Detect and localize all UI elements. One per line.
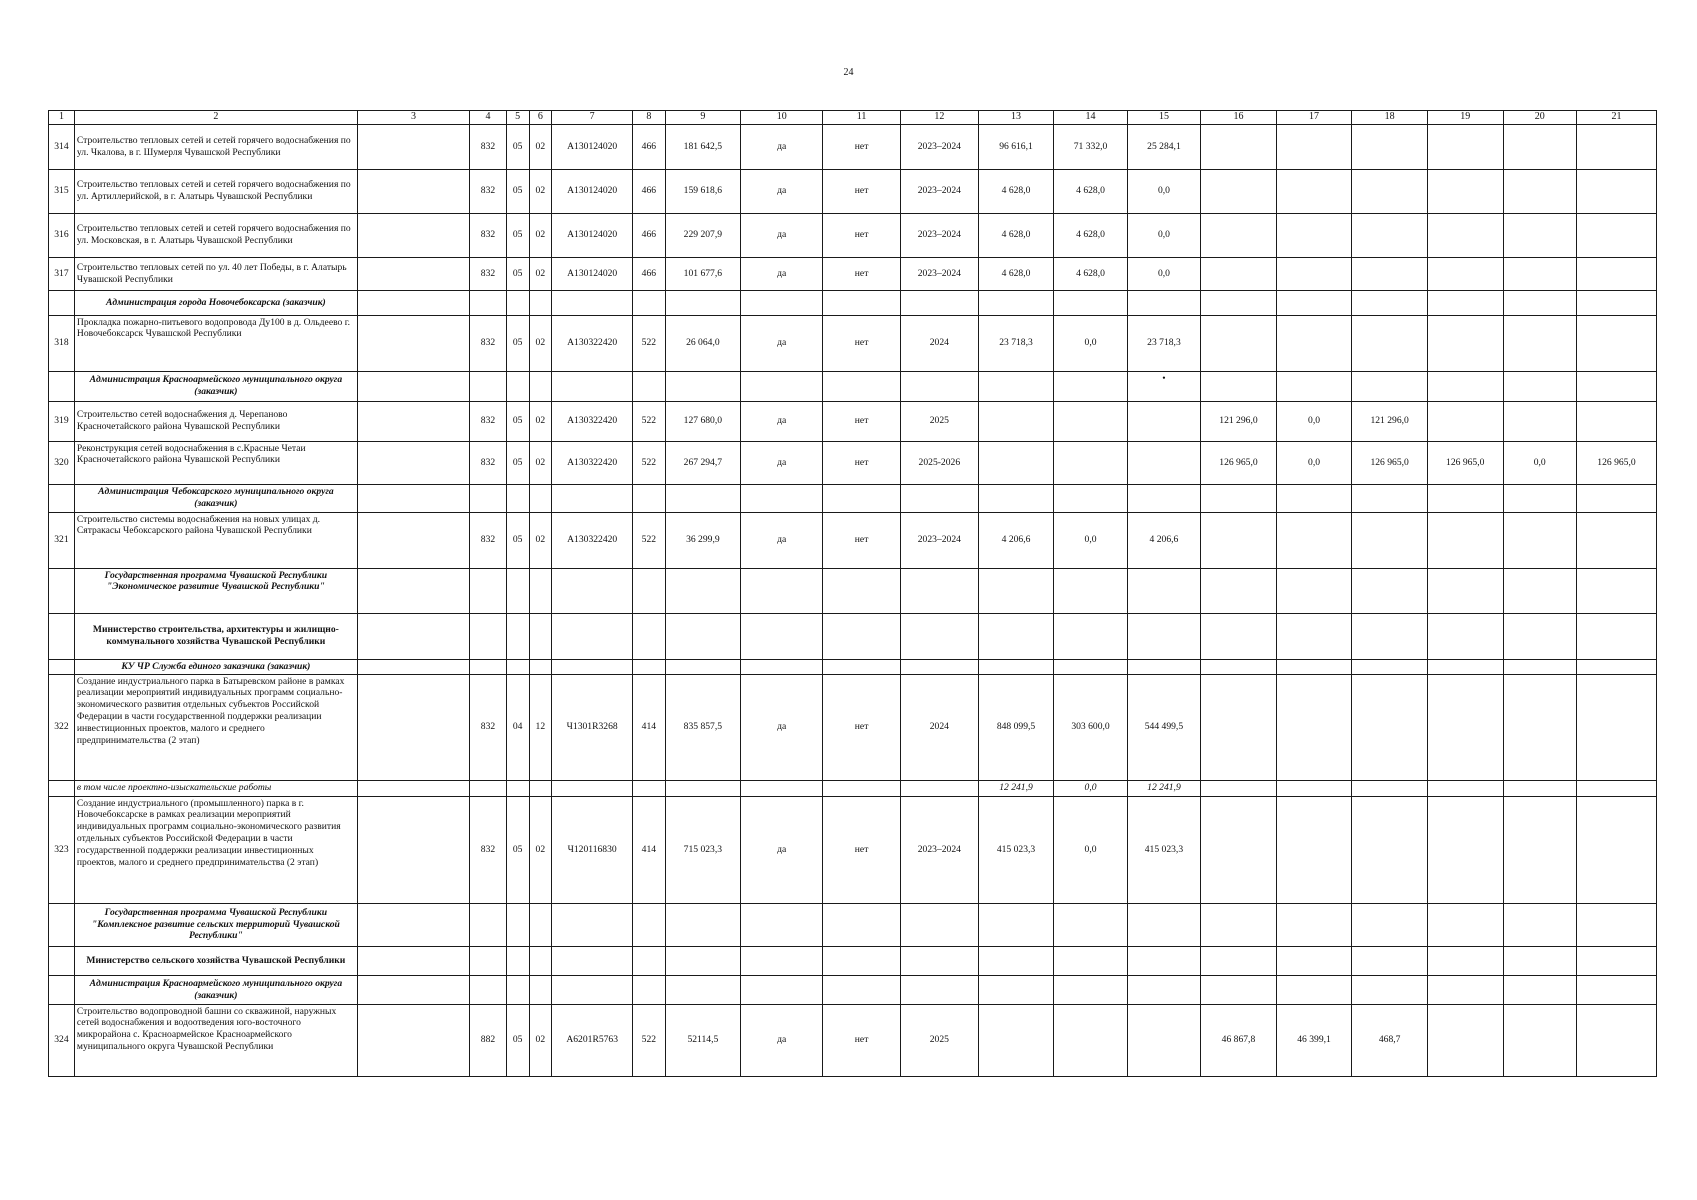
col-header-8: 8 [633,111,665,125]
cell-col-20 [1503,315,1576,371]
row-description: Создание индустриального (промышленного) парка в г. Новочебоксарске в рамках реализации мероприятий индивидуальных программ социально-экономического развития отдельных субъектов Российской Федерации в части государственной поддержки реализации инвестиционных проектов, малого и среднего предпринимательства (2 этап) [74,796,357,903]
cell-col-7: А130124020 [552,257,633,290]
cell-col-16 [1201,169,1277,213]
ministry-title: Министерство сельского хозяйства Чувашской Республики [74,946,357,975]
cell-col-16: 126 965,0 [1201,441,1277,484]
cell-col-7: А130322420 [552,401,633,441]
row-description: Строительство тепловых сетей и сетей горячего водоснабжения по ул. Чкалова, в г. Шумерля Чувашской Республики [74,124,357,169]
cell-col-14: 4 628,0 [1054,213,1127,257]
cell-col-15: 0,0 [1127,213,1200,257]
cell-col-13: 23 718,3 [978,315,1054,371]
cell-col-6: 02 [529,213,552,257]
col-header-15: 15 [1127,111,1200,125]
investment-table [48,110,1657,1077]
cell-col-14: 0,0 [1054,780,1127,796]
cell-col-15: 0,0 [1127,169,1200,213]
row-description: Создание индустриального парка в Батыревском районе в рамках реализации мероприятий индивидуальных программ социально-экономического развития отдельных субъектов Российской Федерации в части государственной поддержки реализации инвестиционных проектов, малого и среднего предпринимательства (2 этап) [74,674,357,780]
cell-col-7: А130124020 [552,169,633,213]
cell-col-4: 832 [470,512,507,568]
cell-col-18 [1352,796,1428,903]
cell-col-10: да [741,401,823,441]
cell-col-16 [1201,257,1277,290]
cell-col-21 [1576,257,1656,290]
col-header-12: 12 [900,111,978,125]
cell-col-5: 05 [506,441,529,484]
table-row [49,257,1657,290]
cell-col-11: нет [823,512,901,568]
cell-col-13: 4 628,0 [978,213,1054,257]
section-title: КУ ЧР Служба единого заказчика (заказчик) [74,659,357,674]
cell-col-19 [1427,257,1503,290]
cell-col-14: 71 332,0 [1054,124,1127,169]
cell-col-17 [1276,315,1352,371]
section-header-row [49,484,1657,512]
cell-col-5: 05 [506,213,529,257]
cell-col-14: 0,0 [1054,796,1127,903]
cell-col-21: 126 965,0 [1576,441,1656,484]
cell-col-21 [1576,674,1656,780]
row-number: 314 [49,124,75,169]
col-header-7: 7 [552,111,633,125]
cell-col-6: 02 [529,169,552,213]
cell-col-5: 04 [506,674,529,780]
cell-col-16 [1201,796,1277,903]
cell-col-17 [1276,124,1352,169]
cell-col-20 [1503,213,1576,257]
cell-col-8: 466 [633,257,665,290]
cell-col-3 [357,169,469,213]
section-header-row [49,290,1657,315]
cell-col-20 [1503,401,1576,441]
section-title: Администрация города Новочебоксарска (заказчик) [74,290,357,315]
cell-col-9: 127 680,0 [665,401,741,441]
row-description: Строительство сетей водоснабжения д. Черепаново Красночетайского района Чувашской Республики [74,401,357,441]
cell-col-5: 05 [506,796,529,903]
cell-col-9: 267 294,7 [665,441,741,484]
cell-col-8: 466 [633,169,665,213]
cell-col-18 [1352,169,1428,213]
col-header-18: 18 [1352,111,1428,125]
cell-col-8: 522 [633,1004,665,1076]
cell-col-16 [1201,315,1277,371]
cell-col-8: 414 [633,674,665,780]
cell-col-12: 2025 [900,401,978,441]
cell-col-15: 415 023,3 [1127,796,1200,903]
cell-col-3 [357,512,469,568]
cell-col-8: 414 [633,796,665,903]
cell-col-12: 2023–2024 [900,169,978,213]
cell-col-9: 101 677,6 [665,257,741,290]
cell-col-7: А130124020 [552,124,633,169]
cell-col-9: 52114,5 [665,1004,741,1076]
program-title: Государственная программа Чувашской Республики "Экономическое развитие Чувашской Республики" [74,568,357,613]
cell-col-14: 4 628,0 [1054,257,1127,290]
cell-col-3 [357,1004,469,1076]
cell-col-3 [357,441,469,484]
cell-col-12: 2024 [900,674,978,780]
cell-col-4: 832 [470,674,507,780]
ministry-title: Министерство строительства, архитектуры и жилищно-коммунального хозяйства Чувашской Республики [74,613,357,659]
cell-col-5: 05 [506,169,529,213]
cell-col-9: 26 064,0 [665,315,741,371]
row-description: Строительство тепловых сетей по ул. 40 лет Победы, в г. Алатырь Чувашской Республики [74,257,357,290]
cell-col-8: 466 [633,213,665,257]
cell-col-9: 715 023,3 [665,796,741,903]
cell-col-17 [1276,674,1352,780]
table-row [49,124,1657,169]
cell-col-21 [1576,1004,1656,1076]
cell-col-14: 0,0 [1054,512,1127,568]
row-note: в том числе проектно-изыскательские работы [74,780,357,796]
cell-col-9: 36 299,9 [665,512,741,568]
cell-col-3 [357,124,469,169]
cell-col-9: 835 857,5 [665,674,741,780]
cell-col-3 [357,213,469,257]
cell-col-11: нет [823,401,901,441]
cell-col-11: нет [823,124,901,169]
cell-col-12: 2025 [900,1004,978,1076]
cell-col-18: 126 965,0 [1352,441,1428,484]
cell-col-12: 2023–2024 [900,257,978,290]
section-header-row [49,975,1657,1004]
col-header-21: 21 [1576,111,1656,125]
col-header-20: 20 [1503,111,1576,125]
cell-col-17: 0,0 [1276,401,1352,441]
table-row [49,315,1657,371]
column-number-row [49,111,1657,125]
cell-col-7: Ч120116830 [552,796,633,903]
cell-col-7: А130322420 [552,441,633,484]
cell-col-14 [1054,401,1127,441]
cell-col-14 [1054,441,1127,484]
cell-col-21 [1576,213,1656,257]
cell-col-20 [1503,124,1576,169]
cell-col-9: 159 618,6 [665,169,741,213]
cell-col-8: 466 [633,124,665,169]
cell-col-17: 0,0 [1276,441,1352,484]
cell-col-5: 05 [506,401,529,441]
cell-col-21 [1576,169,1656,213]
cell-col-17 [1276,512,1352,568]
col-header-16: 16 [1201,111,1277,125]
cell-col-17 [1276,796,1352,903]
cell-col-7: А130322420 [552,512,633,568]
cell-col-15 [1127,441,1200,484]
row-description: Строительство тепловых сетей и сетей горячего водоснабжения по ул. Артиллерийской, в г. Алатырь Чувашской Республики [74,169,357,213]
cell-col-11: нет [823,213,901,257]
cell-col-12: 2023–2024 [900,213,978,257]
row-number: 316 [49,213,75,257]
cell-col-19 [1427,315,1503,371]
cell-col-18 [1352,674,1428,780]
cell-col-13: 4 206,6 [978,512,1054,568]
cell-col-7: А130322420 [552,315,633,371]
cell-col-21 [1576,124,1656,169]
cell-col-11: нет [823,1004,901,1076]
cell-col-7: А6201R5763 [552,1004,633,1076]
cell-col-8: 522 [633,512,665,568]
table-row [49,512,1657,568]
cell-col-17 [1276,169,1352,213]
cell-col-4: 832 [470,124,507,169]
cell-col-4: 832 [470,315,507,371]
cell-col-11: нет [823,315,901,371]
cell-col-20 [1503,169,1576,213]
cell-col-6: 02 [529,796,552,903]
table-row [49,796,1657,903]
cell-col-20 [1503,674,1576,780]
cell-col-13 [978,401,1054,441]
col-header-14: 14 [1054,111,1127,125]
col-header-3: 3 [357,111,469,125]
cell-col-19: 126 965,0 [1427,441,1503,484]
cell-col-13: 848 099,5 [978,674,1054,780]
section-header-row [49,371,1657,401]
section-header-row [49,568,1657,613]
cell-col-10: да [741,1004,823,1076]
col-header-1: 1 [49,111,75,125]
cell-col-9: 229 207,9 [665,213,741,257]
cell-col-15: 4 206,6 [1127,512,1200,568]
col-header-2: 2 [74,111,357,125]
cell-col-5: 05 [506,315,529,371]
cell-col-19 [1427,213,1503,257]
cell-col-21 [1576,796,1656,903]
cell-col-3 [357,315,469,371]
cell-col-20 [1503,796,1576,903]
col-header-4: 4 [470,111,507,125]
cell-col-15: 0,0 [1127,257,1200,290]
cell-col-21 [1576,315,1656,371]
dot-mark: • [1127,371,1200,401]
cell-col-3 [357,674,469,780]
cell-col-14: 0,0 [1054,315,1127,371]
col-header-19: 19 [1427,111,1503,125]
cell-col-18 [1352,315,1428,371]
row-number: 318 [49,315,75,371]
cell-col-7: Ч1301R3268 [552,674,633,780]
cell-col-13 [978,1004,1054,1076]
table-row-note [49,780,1657,796]
col-header-11: 11 [823,111,901,125]
cell-col-12: 2023–2024 [900,512,978,568]
cell-col-18: 121 296,0 [1352,401,1428,441]
table-row [49,213,1657,257]
cell-col-18 [1352,257,1428,290]
cell-col-13 [978,441,1054,484]
cell-col-16: 121 296,0 [1201,401,1277,441]
section-title: Администрация Красноармейского муниципального округа (заказчик) [74,975,357,1004]
row-description: Строительство системы водоснабжения на новых улицах д. Сятракасы Чебоксарского района Чувашской Республики [74,512,357,568]
cell-col-19 [1427,796,1503,903]
cell-col-16 [1201,512,1277,568]
cell-col-14: 4 628,0 [1054,169,1127,213]
cell-col-11: нет [823,441,901,484]
cell-col-11: нет [823,796,901,903]
cell-col-6: 02 [529,257,552,290]
cell-col-4: 832 [470,169,507,213]
cell-col-19 [1427,169,1503,213]
cell-col-6: 02 [529,441,552,484]
cell-col-4: 832 [470,796,507,903]
cell-col-19 [1427,124,1503,169]
cell-col-19 [1427,674,1503,780]
row-description: Прокладка пожарно-питьевого водопровода Ду100 в д. Ольдеево г. Новочебоксарск Чувашской Республики [74,315,357,371]
cell-col-4: 832 [470,401,507,441]
row-number: 315 [49,169,75,213]
col-header-13: 13 [978,111,1054,125]
cell-col-11: нет [823,169,901,213]
cell-col-12: 2024 [900,315,978,371]
cell-col-11: нет [823,674,901,780]
cell-col-16: 46 867,8 [1201,1004,1277,1076]
cell-col-18 [1352,213,1428,257]
cell-col-4: 832 [470,213,507,257]
cell-col-4: 832 [470,257,507,290]
cell-col-18 [1352,124,1428,169]
cell-col-20 [1503,257,1576,290]
table-row [49,401,1657,441]
cell-col-10: да [741,124,823,169]
cell-col-15 [1127,1004,1200,1076]
cell-col-10: да [741,796,823,903]
cell-col-6: 02 [529,401,552,441]
cell-col-6: 02 [529,1004,552,1076]
cell-col-5: 05 [506,124,529,169]
page-number: 24 [843,67,854,78]
program-title: Государственная программа Чувашской Республики "Комплексное развитие сельских территорий Чувашской Республики" [74,903,357,946]
cell-col-17 [1276,213,1352,257]
row-number: 317 [49,257,75,290]
section-header-row [49,659,1657,674]
section-header-row [49,903,1657,946]
cell-col-16 [1201,674,1277,780]
row-number: 323 [49,796,75,903]
row-description: Строительство водопроводной башни со скважиной, наружных сетей водоснабжения и водоотведения юго-восточного микрорайона с. Красноармейское Красноармейского муниципального округа Чувашской Республики [74,1004,357,1076]
row-description: Строительство тепловых сетей и сетей горячего водоснабжения по ул. Московская, в г. Алатырь Чувашской Республики [74,213,357,257]
cell-col-8: 522 [633,315,665,371]
cell-col-13: 12 241,9 [978,780,1054,796]
cell-col-19 [1427,512,1503,568]
section-header-row [49,613,1657,659]
section-title: Администрация Чебоксарского муниципального округа (заказчик) [74,484,357,512]
col-header-17: 17 [1276,111,1352,125]
cell-col-13: 4 628,0 [978,169,1054,213]
section-header-row [49,946,1657,975]
table-row [49,441,1657,484]
cell-col-19 [1427,401,1503,441]
row-description: Реконструкция сетей водоснабжения в с.Красные Четаи Красночетайского района Чувашской Республики [74,441,357,484]
cell-col-10: да [741,315,823,371]
cell-col-10: да [741,257,823,290]
cell-col-5: 05 [506,512,529,568]
cell-col-4: 882 [470,1004,507,1076]
cell-col-13: 96 616,1 [978,124,1054,169]
cell-col-16 [1201,213,1277,257]
cell-col-20: 0,0 [1503,441,1576,484]
col-header-6: 6 [529,111,552,125]
cell-col-14 [1054,1004,1127,1076]
cell-col-17: 46 399,1 [1276,1004,1352,1076]
table-row [49,1004,1657,1076]
table-row [49,674,1657,780]
section-title: Администрация Красноармейского муниципального округа (заказчик) [74,371,357,401]
cell-col-10: да [741,512,823,568]
cell-col-12: 2025-2026 [900,441,978,484]
cell-col-18: 468,7 [1352,1004,1428,1076]
col-header-9: 9 [665,111,741,125]
cell-col-20 [1503,1004,1576,1076]
cell-col-18 [1352,512,1428,568]
cell-col-5: 05 [506,257,529,290]
cell-col-8: 522 [633,401,665,441]
cell-col-4: 832 [470,441,507,484]
cell-col-3 [357,796,469,903]
cell-col-16 [1201,124,1277,169]
table-row [49,169,1657,213]
cell-col-14: 303 600,0 [1054,674,1127,780]
cell-col-12: 2023–2024 [900,124,978,169]
cell-col-12: 2023–2024 [900,796,978,903]
cell-col-6: 12 [529,674,552,780]
cell-col-15 [1127,401,1200,441]
col-header-10: 10 [741,111,823,125]
cell-col-7: А130124020 [552,213,633,257]
row-number: 322 [49,674,75,780]
cell-col-6: 02 [529,315,552,371]
cell-col-15: 23 718,3 [1127,315,1200,371]
col-header-5: 5 [506,111,529,125]
cell-col-3 [357,257,469,290]
cell-col-15: 12 241,9 [1127,780,1200,796]
cell-col-3 [357,401,469,441]
cell-col-9: 181 642,5 [665,124,741,169]
cell-col-21 [1576,512,1656,568]
cell-col-10: да [741,441,823,484]
cell-col-10: да [741,674,823,780]
cell-col-17 [1276,257,1352,290]
cell-col-19 [1427,1004,1503,1076]
cell-col-13: 4 628,0 [978,257,1054,290]
cell-col-5: 05 [506,1004,529,1076]
row-number: 319 [49,401,75,441]
cell-col-21 [1576,401,1656,441]
cell-col-20 [1503,512,1576,568]
cell-col-6: 02 [529,124,552,169]
cell-col-8: 522 [633,441,665,484]
row-number: 320 [49,441,75,484]
cell-col-10: да [741,169,823,213]
cell-col-13: 415 023,3 [978,796,1054,903]
cell-col-15: 544 499,5 [1127,674,1200,780]
row-number: 321 [49,512,75,568]
row-number: 324 [49,1004,75,1076]
cell-col-11: нет [823,257,901,290]
cell-col-15: 25 284,1 [1127,124,1200,169]
cell-col-10: да [741,213,823,257]
cell-col-6: 02 [529,512,552,568]
